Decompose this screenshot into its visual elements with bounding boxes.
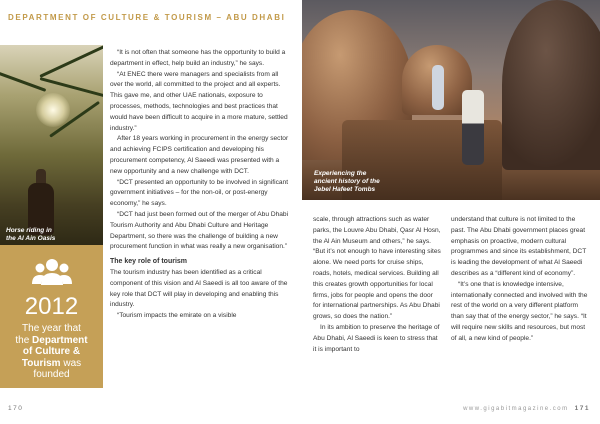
tomb-dome (502, 0, 600, 170)
tombs-caption: Experiencing the ancient history of the Jebel Hafeet Tombs (314, 170, 380, 193)
paragraph: “Tourism impacts the emirate on a visible (117, 312, 237, 320)
paragraph: “It’s one that is knowledge intensive, internationally connected and involved with the rest of the world on a very different platform than say that of the energy sector,” he says. “It will require new skills and resources, but most of all, a new kind of people.” (451, 280, 588, 342)
paragraph: “It is not often that someone has the opportunity to build a department in effect, help build an industry,” he says. (110, 49, 286, 67)
page-number-left: 170 (8, 405, 24, 412)
paragraph: The tourism industry has been identified as a critical component of this vision and Al Saeedi is all too aware of the key role that DCT will play in developing and enabling this industry. (110, 268, 288, 309)
oasis-caption: Horse riding in the Al Ain Oasis (6, 227, 56, 242)
column-2 (313, 215, 441, 355)
person (462, 90, 484, 165)
stat-description: The year that the Department of Culture & Tourism was founded (15, 323, 88, 380)
paragraph: “DCT presented an opportunity to be involved in significant government initiatives – for the non-oil, or post-energy economy,” he says. (110, 178, 289, 208)
column-1 (110, 48, 290, 322)
sun-glow (36, 93, 70, 127)
stat-year: 2012 (24, 293, 79, 320)
paragraph: understand that culture is not limited to the past. The Abu Dhabi government places great emphasis on proactive, modern cultural programmes and since its establishment, DCT is leading the development of what Al Saeedi describes as a “different kind of economy”. (451, 216, 587, 277)
paragraph: After 18 years working in procurement in the energy sector and achieving FCIPS certification and developing his procurement competency, Al Saeedi was presented with a new opportunity and a new challenge with DCT. (110, 135, 289, 175)
subheading: The key role of tourism (110, 258, 188, 266)
footer-right (463, 405, 590, 412)
website-link[interactable]: www.gigabitmagazine.com (463, 406, 569, 412)
oasis-photo (0, 45, 103, 245)
paragraph: “At ENEC there were managers and specialists from all over the world, all committed to the project and all experts. This gave me, and other UAE nationals, exposure to processes, methods, technologies and best practices that would have been difficult to acquire in a more mature, settled industry.” (110, 70, 288, 132)
paragraph: “DCT had just been formed out of the merger of Abu Dhabi Tourism Authority and Abu Dhabi Culture and Heritage Department, so there was the challenge of building a new procurement function in what was really a new organisation.” (110, 210, 289, 251)
paragraph: In its ambition to preserve the heritage of Abu Dhabi, Al Saeedi is keen to stress that it is important to (313, 323, 440, 353)
tombs-photo (302, 0, 600, 200)
column-3 (451, 215, 591, 345)
paragraph: scale, through attractions such as water parks, the Louvre Abu Dhabi, Qasr Al Hosn, the Al Ain Museum and others,” he says. “But it’s not enough to have interesting sites alone. We need ports for cruise ships, roads, hotels, medical services. Building all this creates growth opportunities for local firms, jobs for people and opens the door for international partnerships. As Abu Dhabi grows, so does the nation.” (313, 216, 441, 321)
person (432, 65, 444, 110)
page-number-right: 171 (574, 405, 590, 412)
page-header-title: DEPARTMENT OF CULTURE & TOURISM – ABU DHABI (8, 13, 286, 22)
palm-frond (39, 45, 103, 78)
users-icon (32, 257, 72, 289)
stat-box (0, 245, 103, 388)
